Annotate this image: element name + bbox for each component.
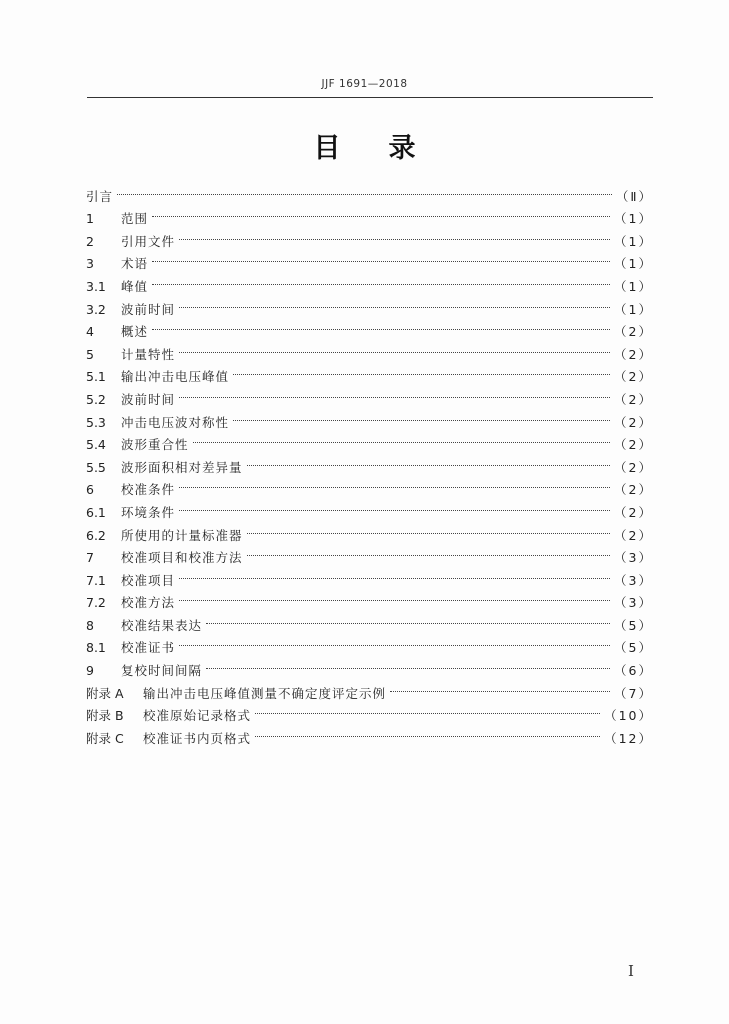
toc-entry-page: （12） [604, 730, 653, 746]
toc-leader-dots [206, 607, 610, 630]
toc-entry-title: 校准结果表达 [121, 617, 203, 633]
toc-entry-page: （2） [614, 527, 653, 543]
toc-entry-title: 概述 [121, 324, 149, 340]
toc-entry-title: 校准项目 [121, 572, 176, 588]
toc-entry-number: 9 [86, 663, 94, 679]
toc-entry-title: 峰值 [121, 278, 149, 294]
toc-entry-title: 校准条件 [121, 482, 176, 498]
toc-entry-number: 5.5 [86, 459, 106, 475]
toc-entry[interactable] [86, 291, 653, 317]
toc-leader-dots [152, 314, 610, 337]
toc-entry-page: （10） [604, 708, 653, 724]
toc-entry-title: 所使用的计量标准器 [121, 527, 243, 543]
toc-leader-dots [247, 517, 611, 540]
toc-entry-page: （5） [614, 640, 653, 656]
toc-entry-title: 波前时间 [121, 391, 176, 407]
toc-entry-page: （1） [614, 301, 653, 317]
toc-entry-number: 5 [86, 346, 94, 362]
toc-entry[interactable] [86, 314, 653, 340]
toc-entry-number: 6.2 [86, 527, 106, 543]
toc-entry-number: 5.4 [86, 437, 106, 453]
standard-code: JJF 1691—2018 [321, 78, 408, 90]
toc-entry-number: 5.1 [86, 369, 106, 385]
toc-leader-dots [255, 698, 600, 721]
toc-entry[interactable] [86, 268, 653, 294]
toc-leader-dots [179, 472, 610, 495]
toc-entry-page: （2） [614, 459, 653, 475]
toc-leader-dots [206, 652, 610, 675]
toc-entry-number: 附录 B [86, 708, 124, 724]
toc-entry-number: 3 [86, 256, 94, 272]
toc-entry-page: （1） [614, 256, 653, 272]
toc-leader-dots [179, 381, 610, 404]
toc-entry-number: 3.1 [86, 278, 106, 294]
toc-leader-dots [247, 449, 611, 472]
toc-leader-dots [233, 359, 610, 382]
toc-entry-page: （7） [614, 685, 653, 701]
toc-entry-title: 校准方法 [121, 595, 176, 611]
toc-leader-dots [179, 630, 610, 653]
toc-entry-page: （2） [614, 324, 653, 340]
toc-entry[interactable] [86, 223, 653, 249]
toc-leader-dots [247, 540, 611, 563]
toc-entry-title: 波形重合性 [121, 437, 189, 453]
toc-entry-page: （Ⅱ） [615, 188, 653, 204]
toc-entry-title: 校准证书 [121, 640, 176, 656]
toc-entry-number: 3.2 [86, 301, 106, 317]
toc-entry-number: 5.2 [86, 391, 106, 407]
toc-entry-page: （1） [614, 278, 653, 294]
toc-entry-page: （6） [614, 663, 653, 679]
header-rule [87, 97, 653, 98]
toc-leader-dots [233, 404, 610, 427]
toc-entry-title: 校准原始记录格式 [143, 708, 252, 724]
toc-leader-dots [152, 201, 610, 224]
toc-entry-number: 1 [86, 211, 94, 227]
toc-entry-title: 波前时间 [121, 301, 176, 317]
toc-leader-dots [179, 336, 610, 359]
toc-entry-page: （5） [614, 617, 653, 633]
toc-leader-dots [179, 223, 610, 246]
toc-entry-number: 6.1 [86, 504, 106, 520]
toc-leader-dots [179, 562, 610, 585]
toc-entry-title: 冲击电压波对称性 [121, 414, 230, 430]
toc-leader-dots [152, 268, 610, 291]
toc-entry-number: 附录 A [86, 685, 124, 701]
toc-entry-title: 校准证书内页格式 [143, 730, 252, 746]
toc-entry-page: （2） [614, 504, 653, 520]
toc-leader-dots [179, 585, 610, 608]
toc-entry-page: （3） [614, 550, 653, 566]
toc-entry-page: （2） [614, 482, 653, 498]
toc-entry-page: （1） [614, 233, 653, 249]
toc-entry-number: 2 [86, 233, 94, 249]
toc-leader-dots [193, 427, 611, 450]
toc-leader-dots [255, 720, 600, 743]
toc-entry-number: 5.3 [86, 414, 106, 430]
toc-entry-title: 输出冲击电压峰值测量不确定度评定示例 [143, 685, 387, 701]
toc-leader-dots [152, 246, 610, 269]
toc-entry-title: 计量特性 [121, 346, 176, 362]
toc-entry-number: 6 [86, 482, 94, 498]
toc-entry[interactable] [86, 246, 653, 272]
toc-entry-page: （2） [614, 437, 653, 453]
toc-entry-page: （3） [614, 595, 653, 611]
toc-entry-page: （2） [614, 346, 653, 362]
page-number: I [628, 962, 634, 980]
toc-leader-dots [117, 178, 612, 201]
toc-entry-number: 7 [86, 550, 94, 566]
toc-entry-page: （3） [614, 572, 653, 588]
toc-entry[interactable] [86, 201, 653, 227]
toc-entry-title: 输出冲击电压峰值 [121, 369, 230, 385]
toc-entry-number: 7.1 [86, 572, 106, 588]
toc-leader-dots [390, 675, 610, 698]
toc-entry-page: （2） [614, 414, 653, 430]
toc-entry-number: 8.1 [86, 640, 106, 656]
toc-entry-page: （2） [614, 391, 653, 407]
toc-entry-page: （2） [614, 369, 653, 385]
toc-entry-title: 波形面积相对差异量 [121, 459, 243, 475]
toc-entry-number: 4 [86, 324, 94, 340]
toc-entry-number: 7.2 [86, 595, 106, 611]
toc-entry[interactable] [86, 178, 653, 204]
toc-entry-number: 8 [86, 617, 94, 633]
toc-entry-title: 引言 [86, 188, 114, 204]
toc-leader-dots [179, 494, 610, 517]
toc-leader-dots [179, 291, 610, 314]
toc-entry-number: 附录 C [86, 730, 124, 746]
toc-entry-title: 复校时间间隔 [121, 663, 203, 679]
toc-entry-title: 校准项目和校准方法 [121, 550, 243, 566]
toc-entry-title: 引用文件 [121, 233, 176, 249]
table-of-contents [86, 178, 653, 746]
toc-entry-page: （1） [614, 211, 653, 227]
toc-entry-title: 环境条件 [121, 504, 176, 520]
toc-entry-title: 术语 [121, 256, 149, 272]
toc-entry-title: 范围 [121, 211, 149, 227]
page-title: 目录 [313, 133, 464, 164]
toc-entry[interactable] [86, 336, 653, 362]
